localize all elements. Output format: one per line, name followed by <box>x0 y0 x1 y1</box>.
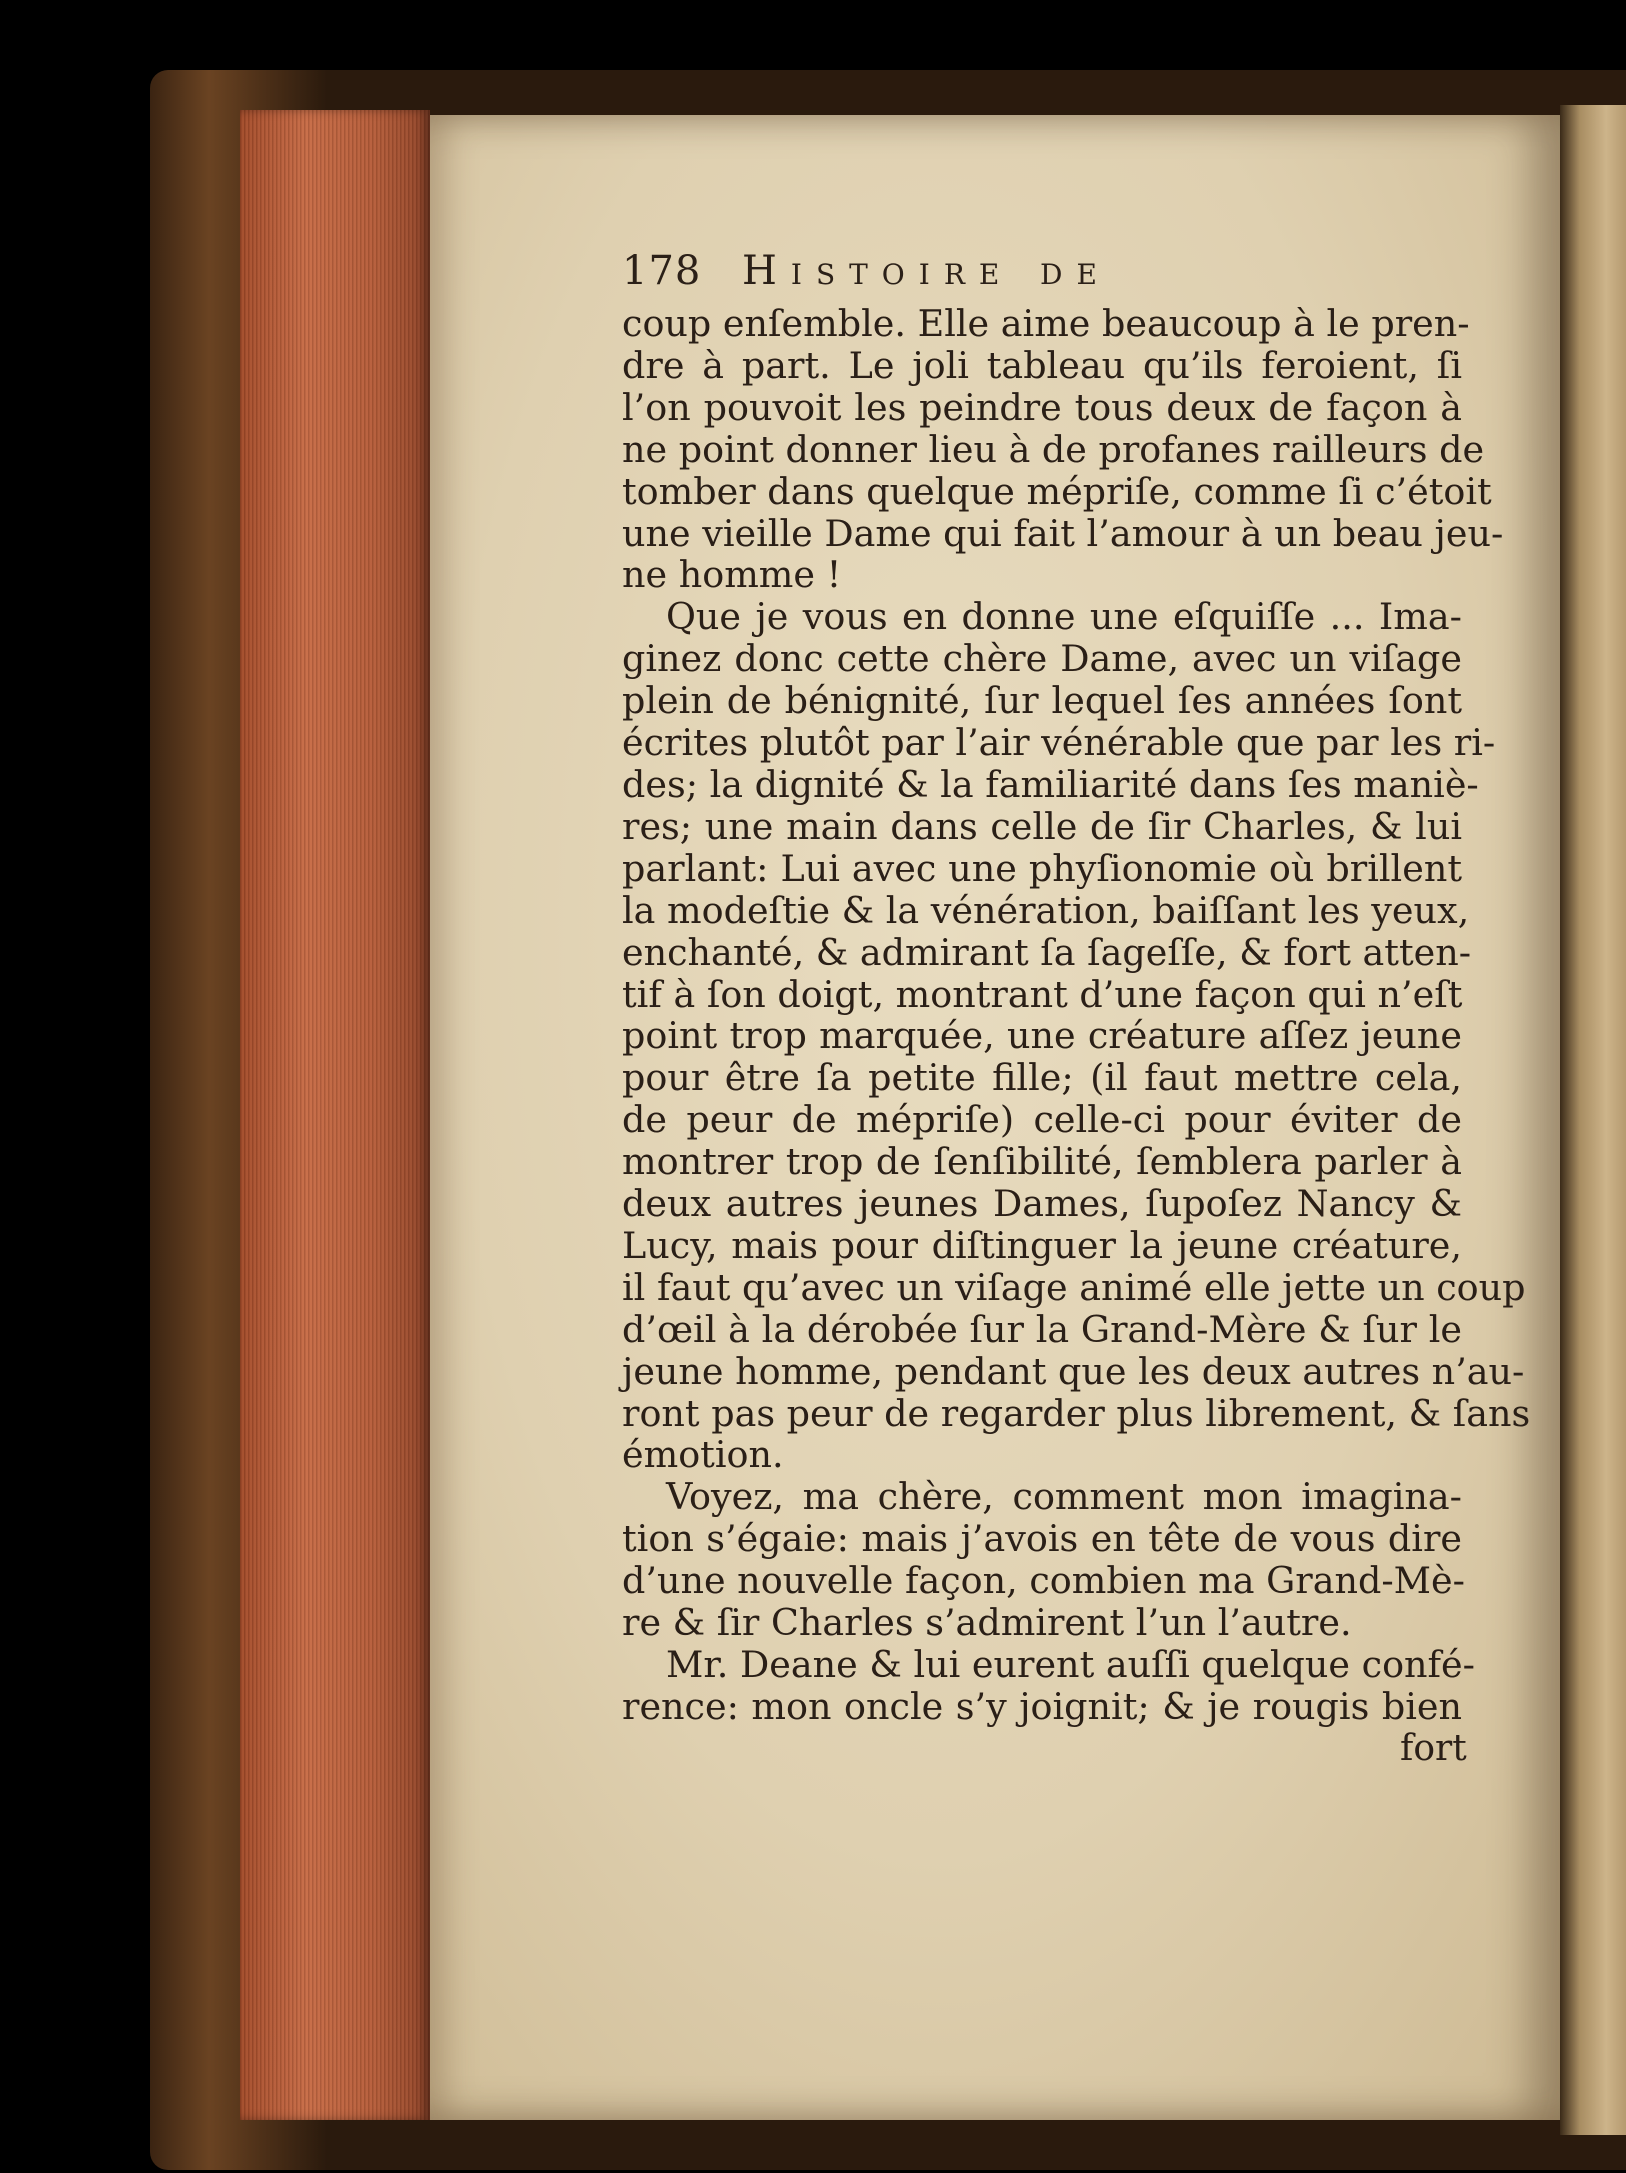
text-line: rence: mon oncle s’y joignit; & je rougis bien <box>622 1684 1462 1728</box>
text-line: tomber dans quelque mépriſe, comme ſi c’étoit <box>622 469 1492 513</box>
text-line: deux autres jeunes Dames, ſupoſez Nancy & <box>622 1182 1462 1226</box>
text-line: point trop marquée, une créature aſſez jeune <box>622 1014 1462 1058</box>
text-line: ne point donner lieu à de profanes railleurs de <box>622 427 1485 471</box>
text-line: l’on pouvoit les peindre tous deux de façon à <box>622 385 1462 429</box>
body-text <box>622 302 1531 1728</box>
text-line: jeune homme, pendant que les deux autres n’au- <box>622 1349 1525 1393</box>
text-line: re & ſir Charles s’admirent l’un l’autre. <box>622 1601 1352 1645</box>
text-line: ginez donc cette chère Dame, avec un viſage <box>622 637 1462 681</box>
text-line: Que je vous en donne une eſquiſſe ... Ima- <box>666 595 1462 639</box>
text-line: d’une nouvelle façon, combien ma Grand-Mè- <box>622 1559 1465 1603</box>
text-line: Mr. Deane & lui eurent auſſi quelque confé- <box>666 1643 1475 1686</box>
facing-page-gutter <box>1560 105 1626 2135</box>
text-line: montrer trop de ſenſibilité, ſemblera parler à <box>622 1140 1462 1184</box>
text-line: émotion. <box>622 1433 784 1477</box>
text-line: tif à ſon doigt, montrant d’une façon qui n’eſt <box>622 972 1463 1016</box>
text-line: des; la dignité & la familiarité dans ſes maniè- <box>622 762 1479 806</box>
text-line: plein de bénignité, ſur lequel ſes années ſont <box>622 679 1462 723</box>
text-line: de peur de mépriſe) celle-ci pour éviter de <box>622 1098 1462 1142</box>
catchword: fort <box>1400 1728 1467 1769</box>
text-line: Voyez, ma chère, comment mon imagina- <box>666 1475 1462 1519</box>
text-line: dre à part. Le joli tableau qu’ils feroient, ſi <box>622 343 1462 387</box>
page-number: 178 <box>622 248 702 294</box>
text-line: pour être ſa petite fille; (il faut mettre cela, <box>622 1056 1462 1100</box>
text-line: ne homme ! <box>622 553 842 597</box>
text-line: parlant: Lui avec une phyſionomie où brillent <box>622 846 1462 890</box>
text-line: Lucy, mais pour diſtinguer la jeune créature, <box>622 1223 1462 1267</box>
text-line: ront pas peur de regarder plus librement, & ſans <box>622 1391 1531 1435</box>
text-line: coup enſemble. Elle aime beaucoup à le pren- <box>622 302 1470 345</box>
text-line: d’œil à la dérobée ſur la Grand-Mère & ſur le <box>622 1307 1462 1351</box>
text-line: tion s’égaie: mais j’avois en tête de vous dire <box>622 1517 1462 1561</box>
text-line: res; une main dans celle de ſir Charles, & lui <box>622 804 1462 848</box>
text-line: enchanté, & admirant ſa ſageſſe, & fort atten- <box>622 930 1472 974</box>
text-line: la modeſtie & la vénération, baiſſant les yeux, <box>622 888 1470 932</box>
text-line: une vieille Dame qui fait l’amour à un beau jeu- <box>622 511 1504 555</box>
text-line: il faut qu’avec un viſage animé elle jette un coup <box>622 1265 1526 1309</box>
page-edges <box>240 110 430 2120</box>
text-line: écrites plutôt par l’air vénérable que par les ri- <box>622 721 1496 765</box>
page-header <box>622 248 1322 298</box>
running-title: Histoire de <box>742 248 1111 294</box>
